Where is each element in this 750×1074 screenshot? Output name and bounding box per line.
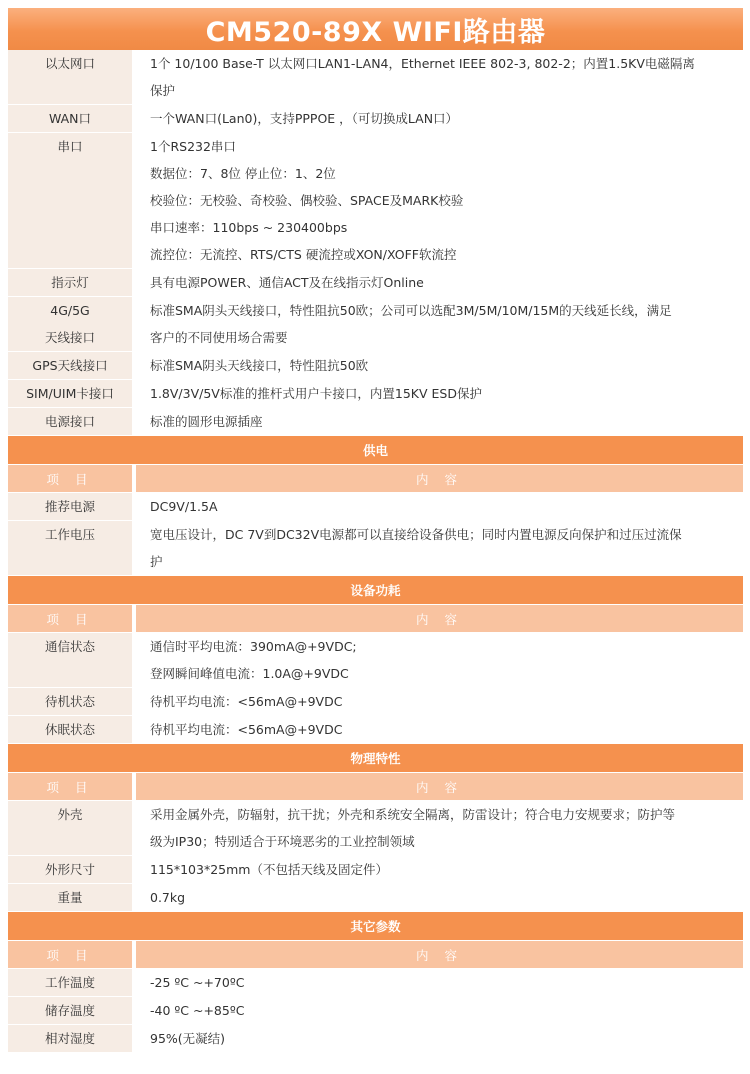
table-row <box>8 133 743 269</box>
row-value <box>134 105 743 133</box>
label-line <box>8 660 132 687</box>
row-label <box>8 105 134 133</box>
label-line: 串口 <box>57 139 83 154</box>
row-value <box>134 1025 743 1053</box>
row-label <box>8 633 134 688</box>
label-line: 指示灯 <box>51 275 89 290</box>
value-line: 客户的不同使用场合需要 <box>150 330 288 345</box>
label-line: 相对湿度 <box>44 1031 95 1046</box>
column-header-item: 项 目 <box>8 605 134 633</box>
row-value <box>134 997 743 1025</box>
section-header <box>8 436 743 465</box>
row-label <box>8 493 134 521</box>
column-header-content: 内 容 <box>134 605 743 633</box>
table-row <box>8 856 743 884</box>
value-line: 0.7kg <box>150 890 186 905</box>
label-line <box>8 241 132 268</box>
column-header-item: 项 目 <box>8 773 134 801</box>
label-line: 待机状态 <box>44 694 95 709</box>
row-value <box>134 521 743 576</box>
value-line: 通信时平均电流：390mA@+9VDC; <box>150 639 357 654</box>
value-line: 1.8V/3V/5V标准的推杆式用户卡接口，内置15KV ESD保护 <box>150 386 482 401</box>
label-line: WAN口 <box>48 111 92 126</box>
label-line: 推荐电源 <box>44 499 95 514</box>
row-value <box>134 884 743 912</box>
value-line: 护 <box>150 554 163 569</box>
row-label <box>8 884 134 912</box>
row-value <box>134 856 743 884</box>
label-line <box>8 828 132 855</box>
section-title: 物理特性 <box>8 744 743 773</box>
label-line: GPS天线接口 <box>32 358 108 373</box>
column-header-item: 项 目 <box>8 465 134 493</box>
table-row <box>8 521 743 576</box>
row-label <box>8 856 134 884</box>
section-header <box>8 744 743 773</box>
column-header-content: 内 容 <box>134 773 743 801</box>
row-value <box>134 50 743 105</box>
value-line: DC9V/1.5A <box>150 499 218 514</box>
label-line: 以太网口 <box>44 56 95 71</box>
row-label <box>8 50 134 105</box>
value-line: 待机平均电流：<56mA@+9VDC <box>150 694 343 709</box>
label-line: 通信状态 <box>44 639 95 654</box>
section-title: 设备功耗 <box>8 576 743 605</box>
section-header <box>8 912 743 941</box>
label-line: 休眠状态 <box>44 722 95 737</box>
value-line: 95%(无凝结) <box>150 1031 226 1046</box>
value-line: 串口速率：110bps ~ 230400bps <box>150 220 348 235</box>
row-label <box>8 297 134 352</box>
row-label <box>8 133 134 269</box>
row-value <box>134 688 743 716</box>
table-row <box>8 716 743 744</box>
table-row <box>8 408 743 436</box>
row-label <box>8 521 134 576</box>
value-line: 标准的圆形电源插座 <box>150 414 263 429</box>
section-title: 其它参数 <box>8 912 743 941</box>
table-row <box>8 884 743 912</box>
row-label <box>8 408 134 436</box>
table-row <box>8 633 743 688</box>
table-row <box>8 380 743 408</box>
row-value <box>134 269 743 297</box>
table-row <box>8 801 743 856</box>
section-title: 供电 <box>8 436 743 465</box>
row-value <box>134 493 743 521</box>
value-line: 采用金属外壳，防辐射，抗干扰；外壳和系统安全隔离，防雷设计；符合电力安规要求；防护等 <box>150 807 676 822</box>
label-line: 工作温度 <box>44 975 95 990</box>
label-line <box>8 548 132 575</box>
row-label <box>8 997 134 1025</box>
table-row <box>8 50 743 105</box>
table-row <box>8 688 743 716</box>
label-line <box>8 187 132 214</box>
column-header-content: 内 容 <box>134 465 743 493</box>
column-header-row <box>8 465 743 493</box>
table-row <box>8 269 743 297</box>
value-line: 1个 10/100 Base-T 以太网口LAN1-LAN4，Ethernet IEEE 802-3, 802-2；内置1.5KV电磁隔离 <box>150 56 695 71</box>
spec-table <box>8 50 743 1053</box>
row-label <box>8 1025 134 1053</box>
row-value <box>134 716 743 744</box>
value-line: 流控位：无流控、RTS/CTS 硬流控或XON/XOFF软流控 <box>150 247 457 262</box>
table-row <box>8 969 743 997</box>
value-line: 级为IP30；特别适合于环境恶劣的工业控制领域 <box>150 834 415 849</box>
value-line: 一个WAN口(Lan0)，支持PPPOE ，（可切换成LAN口） <box>150 111 459 126</box>
column-header-item: 项 目 <box>8 941 134 969</box>
column-header-row <box>8 605 743 633</box>
table-row <box>8 493 743 521</box>
value-line: 宽电压设计，DC 7V到DC32V电源都可以直接给设备供电；同时内置电源反向保护和过压过流保 <box>150 527 682 542</box>
row-label <box>8 380 134 408</box>
value-line: -25 ºC ~+70ºC <box>150 975 245 990</box>
label-line <box>8 160 132 187</box>
label-line <box>8 214 132 241</box>
table-row <box>8 105 743 133</box>
label-line: 天线接口 <box>44 330 95 345</box>
row-label <box>8 716 134 744</box>
table-row <box>8 297 743 352</box>
label-line: 外形尺寸 <box>44 862 95 877</box>
row-value <box>134 408 743 436</box>
row-value <box>134 380 743 408</box>
label-line: 重量 <box>57 890 83 905</box>
label-line: 外壳 <box>57 807 83 822</box>
value-line: 校验位：无校验、奇校验、偶校验、SPACE及MARK校验 <box>150 193 464 208</box>
value-line: 1个RS232串口 <box>150 139 236 154</box>
value-line: 数据位：7、8位 停止位：1、2位 <box>150 166 336 181</box>
row-value <box>134 133 743 269</box>
label-line: SIM/UIM卡接口 <box>26 386 114 401</box>
value-line: 115*103*25mm（不包括天线及固定件） <box>150 862 388 877</box>
value-line: 标准SMA阴头天线接口，特性阻抗50欧 <box>150 358 369 373</box>
value-line: 待机平均电流：<56mA@+9VDC <box>150 722 343 737</box>
row-value <box>134 801 743 856</box>
row-label <box>8 969 134 997</box>
row-value <box>134 352 743 380</box>
row-label <box>8 801 134 856</box>
label-line: 工作电压 <box>44 527 95 542</box>
value-line: 登网瞬间峰值电流：1.0A@+9VDC <box>150 666 349 681</box>
label-line: 4G/5G <box>50 303 90 318</box>
label-line <box>8 77 132 104</box>
section-header <box>8 576 743 605</box>
value-line: 标准SMA阴头天线接口，特性阻抗50欧；公司可以选配3M/5M/10M/15M的天线延长线，满足 <box>150 303 672 318</box>
value-line: -40 ºC ~+85ºC <box>150 1003 245 1018</box>
row-value <box>134 969 743 997</box>
column-header-row <box>8 941 743 969</box>
column-header-row <box>8 773 743 801</box>
table-row <box>8 352 743 380</box>
label-line: 电源接口 <box>44 414 95 429</box>
row-label <box>8 269 134 297</box>
column-header-content: 内 容 <box>134 941 743 969</box>
row-value <box>134 297 743 352</box>
row-label <box>8 688 134 716</box>
row-value <box>134 633 743 688</box>
page-title: CM520-89X WIFI路由器 <box>8 8 743 50</box>
value-line: 具有电源POWER、通信ACT及在线指示灯Online <box>150 275 424 290</box>
table-row <box>8 997 743 1025</box>
value-line: 保护 <box>150 83 176 98</box>
table-row <box>8 1025 743 1053</box>
label-line: 储存温度 <box>44 1003 95 1018</box>
row-label <box>8 352 134 380</box>
